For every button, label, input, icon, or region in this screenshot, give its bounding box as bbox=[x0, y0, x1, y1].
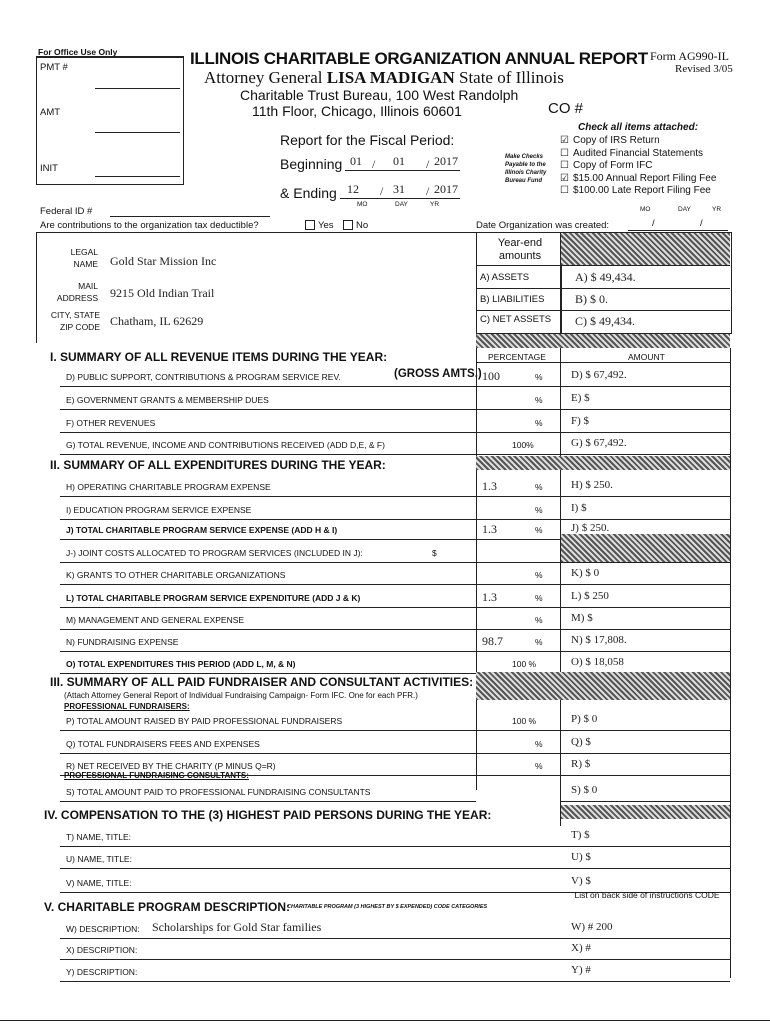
row-cell-line-f bbox=[476, 432, 730, 433]
end-day[interactable]: 31 bbox=[393, 182, 405, 196]
amount-w[interactable]: W) # 200 bbox=[571, 921, 613, 933]
begin-day[interactable]: 01 bbox=[393, 154, 405, 168]
row-label-w: W) DESCRIPTION: bbox=[66, 924, 140, 934]
pct-value-l[interactable]: 1.3 bbox=[482, 590, 497, 604]
row-label-p: P) TOTAL AMOUNT RAISED BY PAID PROFESSIONAL FUNDRAISERS bbox=[66, 716, 343, 726]
fiscal-period-label: Report for the Fiscal Period: bbox=[280, 132, 455, 148]
section5-subtitle: CHARITABLE PROGRAM (3 HIGHEST BY $ EXPENDED) CODE CATEGORIES bbox=[287, 904, 488, 910]
code-list-note: List on back side of instructions CODE bbox=[574, 890, 720, 900]
beginning-line bbox=[345, 170, 460, 171]
row-cell-line-e bbox=[476, 409, 730, 410]
row-cell-line-t bbox=[560, 846, 730, 847]
row-line-y bbox=[60, 981, 560, 982]
yearend-rule2 bbox=[476, 288, 730, 289]
amount-m[interactable]: M) $ bbox=[571, 612, 593, 624]
amount-s[interactable]: S) $ 0 bbox=[571, 784, 598, 796]
row-label-m: M) MANAGEMENT AND GENERAL EXPENSE bbox=[66, 615, 245, 625]
liabilities-value[interactable]: B) $ 0. bbox=[575, 292, 608, 306]
check-item-label: $15.00 Annual Report Filing Fee bbox=[572, 172, 717, 184]
pct-sign-m: % bbox=[535, 615, 543, 625]
begin-month[interactable]: 01 bbox=[350, 154, 362, 168]
row-cell-line-m bbox=[476, 629, 730, 630]
row-cell-line-y bbox=[560, 981, 730, 982]
hatch-row bbox=[476, 334, 730, 348]
pct-value-h[interactable]: 1.3 bbox=[482, 479, 497, 493]
row-cell-line-s bbox=[560, 801, 730, 802]
pct-total-p[interactable]: 100 % bbox=[512, 716, 537, 726]
amount-r[interactable]: R) $ bbox=[571, 758, 591, 770]
header-rule bbox=[476, 362, 730, 363]
amount-x[interactable]: X) # bbox=[571, 942, 591, 954]
check-item-label: Copy of IRS Return bbox=[572, 135, 660, 146]
pct-sign-f: % bbox=[535, 418, 543, 428]
check-item[interactable] bbox=[560, 148, 703, 159]
row-label-d: D) PUBLIC SUPPORT, CONTRIBUTIONS & PROGRAM SERVICE REV. bbox=[66, 372, 341, 382]
check-item[interactable] bbox=[560, 135, 660, 146]
checkbox-icon[interactable]: ☐ bbox=[560, 147, 569, 159]
check-item[interactable] bbox=[560, 185, 711, 196]
deductible-no[interactable] bbox=[343, 220, 368, 231]
beginning-label: Beginning bbox=[280, 156, 343, 172]
date-mo: MO bbox=[640, 206, 651, 213]
assets-label: A) ASSETS bbox=[480, 272, 530, 283]
date-created-line bbox=[628, 230, 728, 231]
row-label-r: R) NET RECEIVED BY THE CHARITY (P MINUS Q=R) bbox=[66, 761, 276, 771]
row-line-o bbox=[60, 673, 476, 674]
pct-sign-l: % bbox=[535, 593, 543, 603]
row-line-x bbox=[60, 959, 560, 960]
row-cell-line-j1 bbox=[476, 562, 730, 563]
co-label: CO # bbox=[548, 100, 584, 117]
init-label: INIT bbox=[40, 163, 58, 174]
pct-sign-r: % bbox=[535, 761, 543, 771]
init-line bbox=[95, 176, 180, 177]
net-assets-value[interactable]: C) $ 49,434. bbox=[575, 314, 635, 328]
row-label-n: N) FUNDRAISING EXPENSE bbox=[66, 637, 179, 647]
federal-id-line bbox=[110, 216, 270, 217]
section5-title: V. CHARITABLE PROGRAM DESCRIPTION: bbox=[44, 900, 291, 914]
row-line-e bbox=[60, 409, 476, 410]
amt-line bbox=[95, 132, 180, 133]
floor-address: 11th Floor, Chicago, Illinois 60601 bbox=[252, 103, 462, 119]
amount-f[interactable]: F) $ bbox=[571, 415, 590, 427]
row-line-n bbox=[60, 651, 476, 652]
amount-u[interactable]: U) $ bbox=[571, 851, 591, 863]
day-caption: DAY bbox=[395, 201, 408, 208]
check-item[interactable] bbox=[560, 160, 652, 171]
row-line-q bbox=[60, 753, 476, 754]
percentage-header: PERCENTAGE bbox=[488, 352, 546, 362]
liabilities-label: B) LIABILITIES bbox=[480, 294, 545, 305]
end-sep1: / bbox=[380, 184, 384, 198]
end-sep2: / bbox=[426, 184, 430, 198]
ag-suffix: State of Illinois bbox=[454, 68, 564, 87]
checkbox-icon[interactable]: ☑ bbox=[560, 172, 569, 184]
pct-sign-k: % bbox=[535, 570, 543, 580]
row-cell-line-r bbox=[476, 775, 730, 776]
begin-sep2: / bbox=[426, 157, 430, 171]
pct-value-d[interactable]: 100 bbox=[482, 369, 500, 383]
mail-address-value[interactable]: 9215 Old Indian Trail bbox=[110, 286, 215, 300]
row-cell-line-l bbox=[476, 607, 730, 608]
ending-line bbox=[340, 198, 460, 199]
pct-sign-h: % bbox=[535, 482, 543, 492]
amount-p[interactable]: P) $ 0 bbox=[571, 713, 598, 725]
amount-v[interactable]: V) $ bbox=[571, 875, 591, 887]
check-heading: Check all items attached: bbox=[578, 122, 699, 133]
row-line-l bbox=[60, 607, 476, 608]
office-use-box bbox=[36, 56, 184, 185]
section3-note: (Attach Attorney General Report of Individual Fundraising Campaign- Form IFC. One for each PFR.) bbox=[64, 691, 418, 700]
checkbox-icon[interactable]: ☑ bbox=[560, 135, 569, 146]
amount-l[interactable]: L) $ 250 bbox=[571, 590, 609, 602]
legal-name-label: LEGAL NAME bbox=[70, 247, 98, 269]
row-cell-line-p bbox=[476, 730, 730, 731]
row-label-q: Q) TOTAL FUNDRAISERS FEES AND EXPENSES bbox=[66, 739, 260, 749]
yearend-rule3 bbox=[476, 310, 730, 311]
no-checkbox[interactable] bbox=[343, 220, 353, 230]
ag-line bbox=[204, 68, 564, 88]
section1-title: I. SUMMARY OF ALL REVENUE ITEMS DURING THE YEAR: bbox=[50, 350, 388, 364]
deductible-yes[interactable] bbox=[305, 220, 334, 231]
row-label-o: O) TOTAL EXPENDITURES THIS PERIOD (ADD L, M, & N) bbox=[66, 659, 296, 669]
pct-sign-e: % bbox=[535, 395, 543, 405]
check-item-label: $100.00 Late Report Filing Fee bbox=[572, 185, 711, 196]
row-label-u: U) NAME, TITLE: bbox=[66, 854, 132, 864]
row-cell-line-n bbox=[476, 651, 730, 652]
hatch-sec2 bbox=[476, 456, 730, 470]
row-line-h bbox=[60, 496, 476, 497]
yearend-hatch bbox=[561, 233, 730, 265]
grid-v3 bbox=[730, 348, 731, 978]
amount-t[interactable]: T) $ bbox=[571, 829, 590, 841]
row-label-h: H) OPERATING CHARITABLE PROGRAM EXPENSE bbox=[66, 482, 271, 492]
mail-address-label: MAIL ADDRESS bbox=[56, 281, 98, 303]
amount-i[interactable]: I) $ bbox=[571, 502, 587, 514]
yearend-rule1 bbox=[476, 265, 730, 266]
amount-o[interactable]: O) $ 18,058 bbox=[571, 656, 624, 668]
amount-y[interactable]: Y) # bbox=[571, 964, 591, 976]
org-box bbox=[36, 232, 477, 343]
row-value-w[interactable]: Scholarships for Gold Star families bbox=[152, 920, 322, 934]
city-label: CITY, STATE ZIP CODE bbox=[50, 310, 100, 332]
row-line-i bbox=[60, 519, 476, 520]
bureau-address: Charitable Trust Bureau, 100 West Randolph bbox=[240, 87, 519, 103]
row-line-j1 bbox=[60, 562, 476, 563]
mo-caption: MO bbox=[357, 201, 368, 208]
federal-id-label: Federal ID # bbox=[40, 206, 93, 217]
yr-caption: YR bbox=[430, 201, 440, 208]
amount-header: AMOUNT bbox=[628, 352, 665, 362]
pct-value-n[interactable]: 98.7 bbox=[482, 634, 503, 648]
end-year[interactable]: 2017 bbox=[434, 182, 458, 196]
amount-e[interactable]: E) $ bbox=[571, 392, 590, 404]
row-cell-line-i bbox=[476, 519, 730, 520]
hatch-sec4 bbox=[561, 805, 730, 819]
amount-d[interactable]: D) $ 67,492. bbox=[571, 369, 627, 381]
pmt-label: PMT # bbox=[40, 62, 68, 73]
amount-h[interactable]: H) $ 250. bbox=[571, 479, 613, 491]
check-item[interactable] bbox=[560, 173, 716, 184]
legal-name-value[interactable]: Gold Star Mission Inc bbox=[110, 254, 217, 268]
row-label-k: K) GRANTS TO OTHER CHARITABLE ORGANIZATIONS bbox=[66, 570, 286, 580]
date-sep1: / bbox=[652, 218, 655, 229]
amount-k[interactable]: K) $ 0 bbox=[571, 567, 600, 579]
row-label-i: I) EDUCATION PROGRAM SERVICE EXPENSE bbox=[66, 505, 252, 515]
row-label-v: V) NAME, TITLE: bbox=[66, 878, 132, 888]
row-label-f: F) OTHER REVENUES bbox=[66, 418, 156, 428]
date-day: DAY bbox=[678, 206, 691, 213]
checkbox-icon[interactable]: ☐ bbox=[560, 185, 569, 196]
net-assets-label: C) NET ASSETS bbox=[480, 314, 552, 325]
row-cell-line-u bbox=[560, 868, 730, 869]
row-label-l: L) TOTAL CHARITABLE PROGRAM SERVICE EXPENDITURE (ADD J & K) bbox=[66, 593, 361, 603]
yes-label: Yes bbox=[318, 220, 334, 231]
begin-year[interactable]: 2017 bbox=[434, 154, 458, 168]
section4-title: IV. COMPENSATION TO THE (3) HIGHEST PAID PERSONS DURING THE YEAR: bbox=[44, 808, 492, 822]
row-label-x: X) DESCRIPTION: bbox=[66, 945, 138, 955]
row-cell-line-x bbox=[560, 959, 730, 960]
pct-sign-d: % bbox=[535, 372, 543, 382]
row-line-w bbox=[60, 938, 560, 939]
page-bottom-rule bbox=[0, 1020, 770, 1021]
row-line-m bbox=[60, 629, 476, 630]
form-number: Form AG990-IL bbox=[650, 49, 729, 63]
row-line-d bbox=[60, 386, 476, 387]
row-line-p bbox=[60, 730, 476, 731]
check-item-label: Copy of Form IFC bbox=[572, 160, 653, 171]
ending-label: & Ending bbox=[280, 185, 337, 201]
row-line-f bbox=[60, 432, 476, 433]
row-cell-line-k bbox=[476, 584, 730, 585]
pct-sign-q: % bbox=[535, 739, 543, 749]
no-label: No bbox=[356, 220, 369, 231]
row-label-y: Y) DESCRIPTION: bbox=[66, 967, 138, 977]
ag-name: LISA MADIGAN bbox=[326, 68, 455, 87]
checkbox-icon[interactable]: ☐ bbox=[560, 160, 569, 171]
deductible-question: Are contributions to the organization tax deductible? bbox=[40, 220, 259, 231]
amount-j[interactable]: J) $ 250. bbox=[571, 522, 610, 534]
pct-value-j[interactable]: 1.3 bbox=[482, 522, 497, 536]
amount-g[interactable]: G) $ 67,492. bbox=[571, 437, 627, 449]
row-line-t bbox=[60, 846, 560, 847]
form-title: ILLINOIS CHARITABLE ORGANIZATION ANNUAL REPORT bbox=[190, 49, 648, 68]
joint-cost-dollar[interactable]: $ bbox=[432, 548, 437, 558]
assets-value[interactable]: A) $ 49,434. bbox=[575, 270, 636, 284]
pmt-line bbox=[95, 88, 180, 89]
row-cell-line-d bbox=[476, 386, 730, 387]
pct-sign-j: % bbox=[535, 525, 543, 535]
row-cell-line-g bbox=[476, 454, 730, 455]
form-revised: Revised 3/05 bbox=[675, 63, 733, 75]
city-value[interactable]: Chatham, IL 62629 bbox=[110, 314, 204, 328]
yearend-heading: Year-end amounts bbox=[497, 237, 543, 262]
row-label-j: J) TOTAL CHARITABLE PROGRAM SERVICE EXPENSE (ADD H & I) bbox=[66, 525, 338, 535]
date-created-label: Date Organization was created: bbox=[476, 220, 610, 231]
pct-sign-i: % bbox=[535, 505, 543, 515]
row-line-k bbox=[60, 584, 476, 585]
row-label-g: G) TOTAL REVENUE, INCOME AND CONTRIBUTIONS RECEIVED (ADD D,E, & F) bbox=[66, 440, 385, 450]
grid-v1 bbox=[476, 348, 477, 790]
amt-label: AMT bbox=[40, 107, 61, 118]
hatch-sec3 bbox=[476, 672, 730, 700]
grid-v2 bbox=[560, 348, 561, 826]
date-sep2: / bbox=[700, 218, 703, 229]
row-cell-line-h bbox=[476, 496, 730, 497]
office-use-label: For Office Use Only bbox=[38, 47, 118, 57]
row-line-s bbox=[60, 801, 476, 802]
pct-sign-n: % bbox=[535, 637, 543, 647]
pct-total-o[interactable]: 100 % bbox=[512, 659, 537, 669]
gross-amts-label: (GROSS AMTS.) bbox=[394, 368, 482, 380]
date-yr: YR bbox=[712, 206, 722, 213]
row-label-s: S) TOTAL AMOUNT PAID TO PROFESSIONAL FUNDRAISING CONSULTANTS bbox=[66, 787, 371, 797]
section3-title: III. SUMMARY OF ALL PAID FUNDRAISER AND CONSULTANT ACTIVITIES: bbox=[50, 675, 474, 689]
row-label-e: E) GOVERNMENT GRANTS & MEMBERSHIP DUES bbox=[66, 395, 269, 405]
row-cell-line-w bbox=[560, 938, 730, 939]
row-label-j1: J-) JOINT COSTS ALLOCATED TO PROGRAM SERVICES (INCLUDED IN J): bbox=[66, 548, 363, 558]
hatch-j1 bbox=[561, 534, 730, 562]
yes-checkbox[interactable] bbox=[305, 220, 315, 230]
amount-n[interactable]: N) $ 17,808. bbox=[571, 634, 627, 646]
section2-title: II. SUMMARY OF ALL EXPENDITURES DURING THE YEAR: bbox=[50, 458, 386, 472]
row-line-j bbox=[60, 539, 476, 540]
row-line-u bbox=[60, 868, 560, 869]
begin-sep1: / bbox=[372, 157, 376, 171]
pro-fundraisers-label: PROFESSIONAL FUNDRAISERS: bbox=[64, 702, 190, 711]
ag-prefix: Attorney General bbox=[204, 68, 327, 87]
row-line-g bbox=[60, 454, 476, 455]
end-month[interactable]: 12 bbox=[347, 182, 359, 196]
amount-q[interactable]: Q) $ bbox=[571, 736, 591, 748]
row-label-t: T) NAME, TITLE: bbox=[66, 832, 132, 842]
row-line-v bbox=[60, 892, 560, 893]
row-cell-line-q bbox=[476, 753, 730, 754]
checks-payable: Make Checks Payable to the Illinois Charity Bureau Fund bbox=[505, 154, 547, 184]
pro-consultants-label: PROFESSIONAL FUNDRAISING CONSULTANTS: bbox=[64, 771, 249, 780]
check-item-label: Audited Financial Statements bbox=[572, 147, 704, 159]
pct-total-g[interactable]: 100% bbox=[512, 440, 534, 450]
